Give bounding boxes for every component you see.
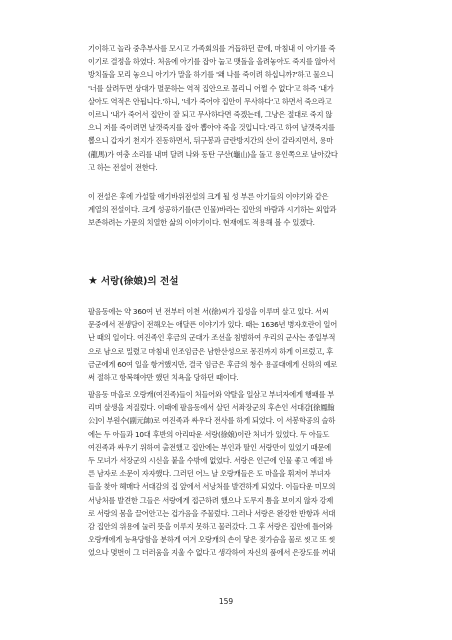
text-line: 로 서랑의 몸을 끌어안고는 겁가음을 주물렀다. 그러나 서랑은 완강한 반항과 서대 bbox=[88, 508, 336, 518]
text-line: 계열의 전설이다. 크게 성공하기를(큰 인물)바라는 집안의 바람과 시기하는 외압과 bbox=[88, 205, 337, 215]
text-line: 여진족과 싸우기 위하여 출전했고 집안에는 부인과 딸인 서랑만이 있었기 때문에 bbox=[88, 442, 331, 452]
section-heading-text: 서랑(徐娘)의 전설 bbox=[100, 276, 179, 287]
text-line: 기이하고 놀라 중추부사를 모시고 가족회의를 거듭하던 끝에, 마침내 이 아기를 죽 bbox=[88, 44, 336, 53]
paragraph-legend-commentary bbox=[88, 190, 384, 230]
text-line: 이 전설은 후에 가설할 애기바위전설의 크게 될 성 부른 아기들의 이야기와 같은 bbox=[88, 192, 329, 201]
text-line: 들을 찾아 헤매다 서대감의 집 앞에서 서낭처를 발견하게 되었다. 이들다운 미모의 bbox=[88, 482, 336, 492]
text-line: 이기로 결정을 하였다. 처음에 아기를 잡아 눕고 맷돌을 올려놓아도 죽지를 않아서 bbox=[88, 57, 336, 67]
text-line: 살아도 역적은 안됩니다.'하니, '네가 죽어야 집안이 무사하다'고 하면서 죽으라고 bbox=[88, 96, 332, 106]
text-line: 방치돌을 모리 놓으니 아기가 말을 하기를 '왜 나를 죽이려 하십니까?'하고 물으니 bbox=[88, 70, 334, 80]
text-line: 금군에게 60여 일을 항거했지만, 결국 임금은 후금의 청수 용골대에게 신하의 예로 bbox=[88, 359, 338, 369]
text-line: 팔음동에는 약 360여 년 전부터 이천 서(徐)씨가 집성을 이루며 살고 있다. 서씨 bbox=[88, 307, 329, 316]
text-line: 문중에서 전생담이 전해오는 애달픈 이야기가 있다. 때는 1636년 병자호란이 일어 bbox=[88, 320, 338, 330]
text-line: 이르니 '내가 죽어서 집안이 잘 되고 무사하다면 죽겠는데, 그냥은 절대로 죽지 않 bbox=[88, 109, 333, 119]
section-heading bbox=[88, 274, 384, 289]
text-line: 두 모녀가 서장군의 시신을 붙을 수밖에 없었다. 서랑은 인근에 인물 좋고 예절 바 bbox=[88, 455, 333, 465]
text-line: 감 집안의 위용에 눌러 뜻을 이루지 못하고 물러갔다. 그 후 서랑은 집안에 틀어와 bbox=[88, 521, 333, 531]
text-line: 리며 살생을 저질렀다. 이때에 팔음동에서 살던 서좌장군의 후손인 서대감[徐鳳翰 bbox=[88, 403, 335, 413]
text-line: '너를 살려두면 상대가 멸문하는 역적 집안으로 몰리니 어쩔 수 없다'고 하즉 '내가 bbox=[88, 83, 334, 93]
page-number: 159 bbox=[218, 597, 234, 606]
text-line: 른 남자로 소문이 자자했다. 그러던 어느 날 오랑캐들은 도 마을을 휘저어 부녀자 bbox=[88, 469, 331, 479]
text-line: 난 때의 일이다. 여진족인 후금의 군대가 조선을 침범하여 우리의 군사는 종일부적 bbox=[88, 333, 336, 343]
text-line: 으로 남으로 밀렸고 마침내 인조임금은 남한산성으로 몽진까지 하게 이르렀고, 후 bbox=[88, 346, 334, 356]
text-line: 오랑캐에게 능욕당함을 분하게 여겨 오랑캐의 손이 닿은 젖가슴을 물로 씻고 또 씻 bbox=[88, 535, 336, 545]
text-line: 뽑으니 갑자기 천지가 진동하면서, 뒤구봉과 금란방지간의 산이 갈라지면서, 용마 bbox=[88, 136, 334, 146]
text-line: 보존하려는 가문의 치열한 삶의 이야기이다. 현재에도 적용해 볼 수 있겠다. bbox=[88, 218, 315, 228]
text-line: 公]이 부원수(副元帥)로 여진족과 싸우다 전사를 하게 되었다. 이 서봉학공의 슬하 bbox=[88, 416, 336, 426]
text-line: 으니 저를 죽이려면 날갯죽지를 잡아 뽑아야 죽을 것입니다.'라고 하여 날갯죽지를 bbox=[88, 123, 335, 133]
paragraph-legend-conclusion bbox=[88, 42, 384, 174]
paragraph-historical-background bbox=[88, 305, 384, 384]
text-line: 에는 두 아들과 10대 후반의 아리따운 서랑(徐娘)이란 처녀가 있었다. 두 아들도 bbox=[88, 429, 330, 439]
text-line: 써 절하고 항복해야만 했던 치욕을 당하던 때이다. bbox=[88, 372, 239, 382]
text-line: 팔음동 마을로 오랑캐(여진족)들이 처들어와 약탈을 일삼고 부녀자에게 행패를 부 bbox=[88, 390, 335, 399]
star-icon: ★ bbox=[88, 274, 98, 287]
text-line: 고 하는 전설이 전한다. bbox=[88, 162, 158, 172]
text-line: 었으나 몇번이 그 더러움을 지울 수 없다고 생각하여 자신의 품에서 은장도를 꺼내 bbox=[88, 548, 336, 558]
text-line: (龍馬)가 여충 소리를 내며 달려 나와 동탄 구산(龜山)을 돌고 용인쪽으로 날아갔다 bbox=[88, 149, 338, 159]
text-line: 서낭처를 발견한 그들은 서랑에게 접근하려 했으나 도무지 틈을 보이지 않자 강제 bbox=[88, 495, 334, 505]
paragraph-seorang-story bbox=[88, 388, 384, 559]
